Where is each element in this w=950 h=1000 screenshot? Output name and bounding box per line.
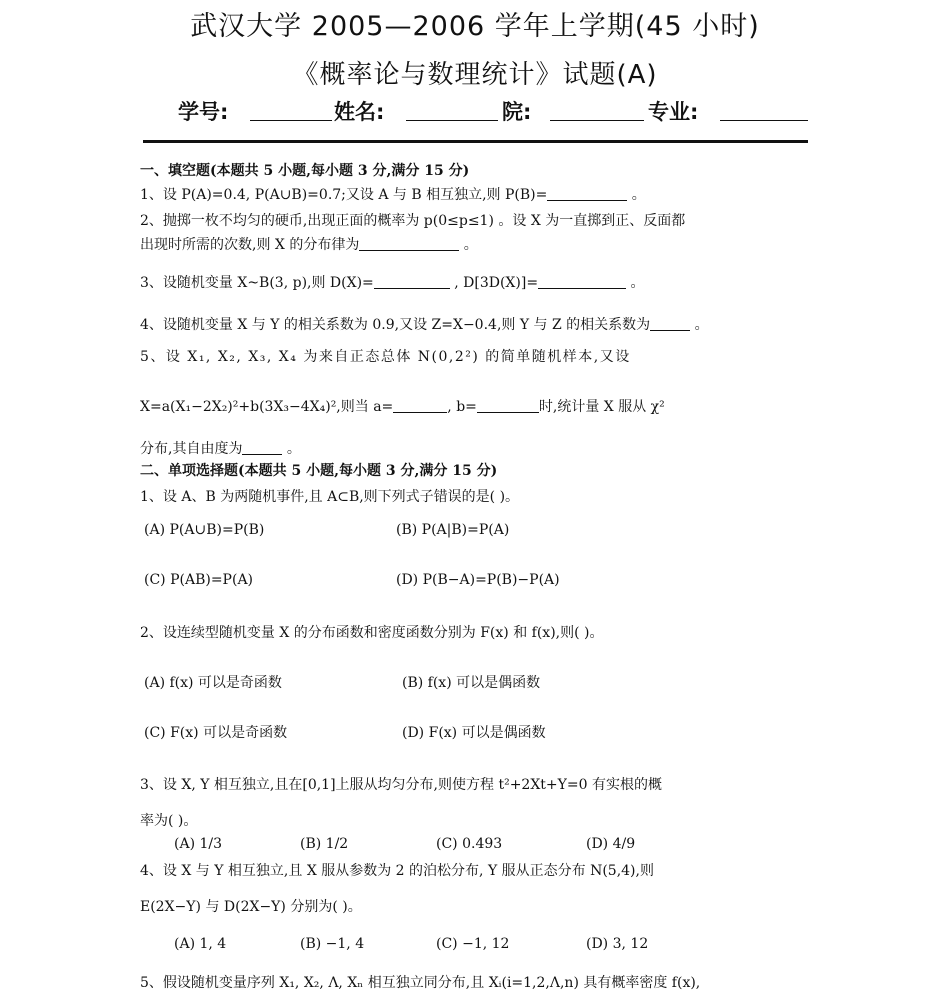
question-2-2: 2、设连续型随机变量 X 的分布函数和密度函数分别为 F(x) 和 f(x),则( )。 xyxy=(140,625,604,641)
question-1-5a: 5、设 X₁, X₂, X₃, X₄ 为来自正态总体 N(0,2²) 的简单随机样本,又设 xyxy=(140,349,631,365)
q2-1-option-b: (B) P(A|B)=P(A) xyxy=(396,522,510,538)
student-id-blank[interactable] xyxy=(250,120,332,121)
q1-5-blank-a[interactable] xyxy=(393,398,447,413)
q2-4-option-a: (A) 1, 4 xyxy=(174,936,227,952)
exam-title: 武汉大学 2005—2006 学年上学期(45 小时) xyxy=(190,11,760,42)
q2-2-option-c: (C) F(x) 可以是奇函数 xyxy=(144,725,288,741)
question-1-5b xyxy=(140,396,665,416)
q1-5b-text: X=a(X₁−2X₂)²+b(3X₃−4X₄)²,则当 a= xyxy=(140,399,394,415)
q1-2-text: 出现时所需的次数,则 X 的分布律为 xyxy=(140,237,360,253)
q1-2-blank[interactable] xyxy=(359,236,459,251)
major-blank[interactable] xyxy=(720,120,808,121)
q2-4-option-d: (D) 3, 12 xyxy=(586,936,649,952)
question-2-4b: E(2X−Y) 与 D(2X−Y) 分别为( )。 xyxy=(140,899,362,915)
q2-2-option-a: (A) f(x) 可以是奇函数 xyxy=(144,675,282,691)
question-1-5c: 分布,其自由度为 。 xyxy=(140,441,301,457)
question-1-4: 4、设随机变量 X 与 Y 的相关系数为 0.9,又设 Z=X−0.4,则 Y 与 Z 的相关系数为 。 xyxy=(140,317,709,333)
question-2-1: 1、设 A、B 为两随机事件,且 A⊂B,则下列式子错误的是( )。 xyxy=(140,489,520,505)
q1-4-blank[interactable] xyxy=(650,316,690,331)
college-label: 院: xyxy=(502,100,532,124)
q2-2-option-d: (D) F(x) 可以是偶函数 xyxy=(402,725,546,741)
exam-subtitle: 《概率论与数理统计》试题(A) xyxy=(292,60,658,90)
q1-3-blank-b[interactable] xyxy=(538,274,626,289)
question-1-1: 1、设 P(A)=0.4, P(A∪B)=0.7;又设 A 与 B 相互独立,则 P(B)= 。 xyxy=(140,187,646,203)
student-info-row xyxy=(178,96,818,126)
q1-1-text: 1、设 P(A)=0.4, P(A∪B)=0.7;又设 A 与 B 相互独立,则 P(B)= xyxy=(140,187,548,203)
q1-5-blank-c[interactable] xyxy=(242,440,282,455)
q2-1-option-d: (D) P(B−A)=P(B)−P(A) xyxy=(396,572,560,588)
q2-4-option-c: (C) −1, 12 xyxy=(436,936,510,952)
q1-5c-text: , b= xyxy=(447,399,477,415)
question-2-3a: 3、设 X, Y 相互独立,且在[0,1]上服从均匀分布,则使方程 t²+2Xt+Y=0 有实根的概 xyxy=(140,777,662,793)
q2-3-option-a: (A) 1/3 xyxy=(174,836,223,852)
question-1-3: 3、设随机变量 X~B(3, p),则 D(X)= , D[3D(X)]= 。 xyxy=(140,275,645,291)
q1-1-blank[interactable] xyxy=(547,186,627,201)
q1-4-text: 4、设随机变量 X 与 Y 的相关系数为 0.9,又设 Z=X−0.4,则 Y 与 Z 的相关系数为 xyxy=(140,317,651,333)
name-blank[interactable] xyxy=(406,120,498,121)
question-2-3b: 率为( )。 xyxy=(140,813,198,829)
q2-4-option-b: (B) −1, 4 xyxy=(300,936,365,952)
student-id-label: 学号: xyxy=(178,100,229,124)
q1-3b-text: , D[3D(X)]= xyxy=(454,275,539,291)
question-1-2a: 2、抛掷一枚不均匀的硬币,出现正面的概率为 p(0≤p≤1) 。设 X 为一直掷到正、反面都 xyxy=(140,213,686,229)
question-1-2b: 出现时所需的次数,则 X 的分布律为 。 xyxy=(140,237,478,253)
q2-3-option-c: (C) 0.493 xyxy=(436,836,503,852)
q1-3-blank-a[interactable] xyxy=(374,274,450,289)
q1-5-blank-b[interactable] xyxy=(477,398,539,413)
q1-5e-text: 分布,其自由度为 xyxy=(140,441,243,457)
question-2-4a: 4、设 X 与 Y 相互独立,且 X 服从参数为 2 的泊松分布, Y 服从正态分布 N(5,4),则 xyxy=(140,863,654,879)
q1-5d-text: 时,统计量 X 服从 χ² xyxy=(538,399,665,415)
question-2-5: 5、假设随机变量序列 X₁, X₂, Λ, Xₙ 相互独立同分布,且 Xᵢ(i=1,2,Λ,n) 具有概率密度 f(x), xyxy=(140,975,701,991)
section-2-heading: 二、单项选择题(本题共 5 小题,每小题 3 分,满分 15 分) xyxy=(140,463,498,479)
q2-3-option-d: (D) 4/9 xyxy=(586,836,636,852)
q1-3a-text: 3、设随机变量 X~B(3, p),则 D(X)= xyxy=(140,275,374,291)
q2-1-option-c: (C) P(AB)=P(A) xyxy=(144,572,254,588)
q2-1-option-a: (A) P(A∪B)=P(B) xyxy=(144,522,265,538)
section-1-heading: 一、填空题(本题共 5 小题,每小题 3 分,满分 15 分) xyxy=(140,163,470,179)
major-label: 专业: xyxy=(648,100,699,124)
college-blank[interactable] xyxy=(550,120,644,121)
header-divider xyxy=(143,140,808,143)
name-label: 姓名: xyxy=(334,100,385,124)
q2-2-option-b: (B) f(x) 可以是偶函数 xyxy=(402,675,541,691)
q2-3-option-b: (B) 1/2 xyxy=(300,836,349,852)
